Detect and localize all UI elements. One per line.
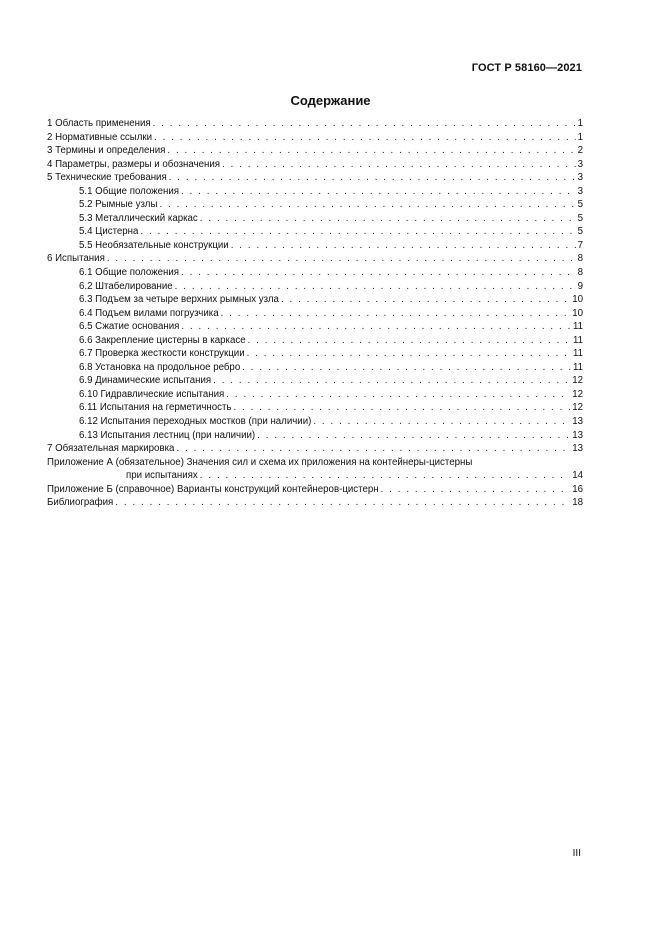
- toc-entry[interactable]: [47, 185, 583, 199]
- toc-entry[interactable]: [47, 252, 583, 266]
- toc-entry-label: 6.8 Установка на продольное ребро: [79, 361, 241, 373]
- toc-entry-label: 6 Испытания: [47, 253, 105, 265]
- toc-dot-leader: [159, 198, 575, 212]
- toc-entry-label: Приложение А (обязательное) Значения сил и схема их приложения на контейнеры-цистерны: [47, 456, 473, 468]
- toc-entry-page: 5: [577, 226, 583, 238]
- toc-entry-page: 1: [577, 118, 583, 129]
- toc-dot-leader: [247, 347, 571, 361]
- toc-dot-leader: [115, 496, 570, 510]
- toc-dot-leader: [175, 280, 576, 294]
- toc-entry[interactable]: [47, 198, 583, 212]
- toc-entry[interactable]: [47, 429, 583, 443]
- toc-entry-label: 6.10 Гидравлические испытания: [79, 388, 225, 400]
- toc-entry-label: Приложение Б (справочное) Варианты конструкций контейнеров-цистерн: [47, 483, 379, 495]
- toc-entry-page: 12: [572, 402, 583, 414]
- toc-entry[interactable]: [47, 469, 583, 483]
- toc-dot-leader: [181, 266, 576, 280]
- toc-entry-label: 4 Параметры, размеры и обозначения: [47, 158, 221, 170]
- toc-title: Содержание: [290, 93, 371, 108]
- toc-entry-page: 8: [577, 267, 583, 279]
- toc-dot-leader: [213, 374, 570, 388]
- toc-entry[interactable]: [47, 401, 583, 415]
- toc-dot-leader: [176, 442, 570, 456]
- toc-entry-page: 10: [572, 294, 583, 306]
- toc-entry-label: 6.9 Динамические испытания: [79, 375, 212, 387]
- toc-entry-page: 3: [577, 158, 583, 170]
- toc-entry[interactable]: [47, 293, 583, 307]
- toc-entry-label: 6.13 Испытания лестниц (при наличии): [79, 429, 256, 441]
- toc-entry[interactable]: [47, 361, 583, 375]
- toc-dot-leader: [313, 415, 570, 429]
- toc-entry-label: 6.5 Сжатие основания: [79, 321, 180, 333]
- toc-dot-leader: [154, 131, 576, 145]
- toc-dot-leader: [231, 239, 576, 253]
- toc-entry-label: при испытаниях: [126, 470, 198, 482]
- toc-entry[interactable]: [47, 212, 583, 226]
- toc-entry[interactable]: [47, 347, 583, 361]
- toc-entry-page: 11: [572, 334, 583, 346]
- toc-dot-leader: [153, 117, 576, 131]
- toc-entry-page: 18: [572, 497, 583, 509]
- toc-entry-page: 12: [572, 375, 583, 387]
- toc-entry-page: 10: [572, 307, 583, 319]
- toc-entry[interactable]: [47, 171, 583, 185]
- toc-entry-page: 13: [572, 416, 583, 428]
- table-of-contents: [47, 117, 583, 510]
- toc-dot-leader: [181, 320, 571, 334]
- toc-entry-page: 5: [577, 199, 583, 211]
- toc-entry-page: 16: [572, 483, 583, 495]
- toc-dot-leader: [140, 225, 575, 239]
- toc-dot-leader: [181, 185, 576, 199]
- toc-entry-label: 5.4 Цистерна: [79, 226, 139, 238]
- toc-entry-label: 5.1 Общие положения: [79, 185, 180, 197]
- toc-entry[interactable]: [47, 266, 583, 280]
- toc-entry[interactable]: [47, 307, 583, 321]
- toc-dot-leader: [281, 293, 570, 307]
- toc-entry-label: 5.2 Рымные узлы: [79, 199, 158, 211]
- toc-entry-label: Библиография: [47, 497, 114, 509]
- toc-entry[interactable]: [47, 117, 583, 131]
- toc-entry-page: 12: [572, 388, 583, 400]
- toc-entry-label: 6.2 Штабелирование: [79, 280, 173, 292]
- toc-entry-label: 1 Область применения: [47, 118, 151, 129]
- toc-entry[interactable]: [47, 483, 583, 497]
- toc-entry-label: 2 Нормативные ссылки: [47, 131, 153, 143]
- toc-entry-label: 6.3 Подъем за четыре верхних рымных узла: [79, 294, 279, 306]
- toc-entry[interactable]: [47, 144, 583, 158]
- toc-entry-page: 11: [572, 361, 583, 373]
- toc-entry[interactable]: [47, 334, 583, 348]
- toc-entry-label: 6.1 Общие положения: [79, 267, 180, 279]
- toc-entry-label: 6.11 Испытания на герметичность: [79, 402, 232, 414]
- toc-entry[interactable]: [47, 442, 583, 456]
- toc-entry[interactable]: [47, 280, 583, 294]
- page-number: III: [572, 848, 581, 859]
- toc-entry-label: 5.5 Необязательные конструкции: [79, 239, 229, 251]
- toc-entry[interactable]: [47, 415, 583, 429]
- toc-entry-page: 1: [577, 131, 583, 143]
- toc-entry[interactable]: [47, 158, 583, 172]
- toc-entry-label: 5.3 Металлический каркас: [79, 212, 198, 224]
- toc-entry[interactable]: [47, 320, 583, 334]
- toc-entry-page: 3: [577, 172, 583, 184]
- toc-entry[interactable]: [47, 131, 583, 145]
- toc-entry[interactable]: [47, 374, 583, 388]
- toc-entry-page: 7: [577, 239, 583, 251]
- toc-entry[interactable]: [47, 239, 583, 253]
- toc-entry-label: 3 Термины и определения: [47, 145, 166, 157]
- toc-entry-page: 11: [572, 321, 583, 333]
- toc-entry-label: 7 Обязательная маркировка: [47, 443, 175, 455]
- toc-dot-leader: [169, 171, 576, 185]
- toc-entry-page: 9: [577, 280, 583, 292]
- toc-dot-leader: [257, 429, 570, 443]
- toc-dot-leader: [242, 361, 571, 375]
- toc-dot-leader: [233, 401, 570, 415]
- toc-dot-leader: [107, 252, 576, 266]
- toc-entry-label: 6.6 Закрепление цистерны в каркасе: [79, 334, 246, 346]
- toc-dot-leader: [222, 158, 576, 172]
- toc-dot-leader: [221, 307, 571, 321]
- toc-entry[interactable]: [47, 388, 583, 402]
- toc-dot-leader: [200, 469, 570, 483]
- toc-entry-label: 6.4 Подъем вилами погрузчика: [79, 307, 219, 319]
- toc-dot-leader: [226, 388, 570, 402]
- toc-entry[interactable]: [47, 496, 583, 510]
- toc-dot-leader: [200, 212, 576, 226]
- document-code: ГОСТ Р 58160—2021: [471, 62, 582, 74]
- toc-entry-page: 2: [577, 145, 583, 157]
- toc-entry-page: 14: [572, 470, 583, 482]
- toc-entry-page: 3: [577, 185, 583, 197]
- toc-entry-page: 13: [572, 429, 583, 441]
- toc-entry-page: 5: [577, 212, 583, 224]
- toc-entry-label: 5 Технические требования: [47, 172, 167, 184]
- toc-dot-leader: [381, 483, 571, 497]
- toc-entry[interactable]: [47, 456, 583, 470]
- toc-entry[interactable]: [47, 225, 583, 239]
- toc-dot-leader: [167, 144, 575, 158]
- toc-entry-page: 13: [572, 443, 583, 455]
- toc-entry-page: 8: [577, 253, 583, 265]
- toc-entry-label: 6.7 Проверка жесткости конструкции: [79, 348, 245, 360]
- toc-entry-label: 6.12 Испытания переходных мостков (при наличии): [79, 416, 312, 428]
- toc-dot-leader: [248, 334, 571, 348]
- toc-entry-page: 11: [572, 348, 583, 360]
